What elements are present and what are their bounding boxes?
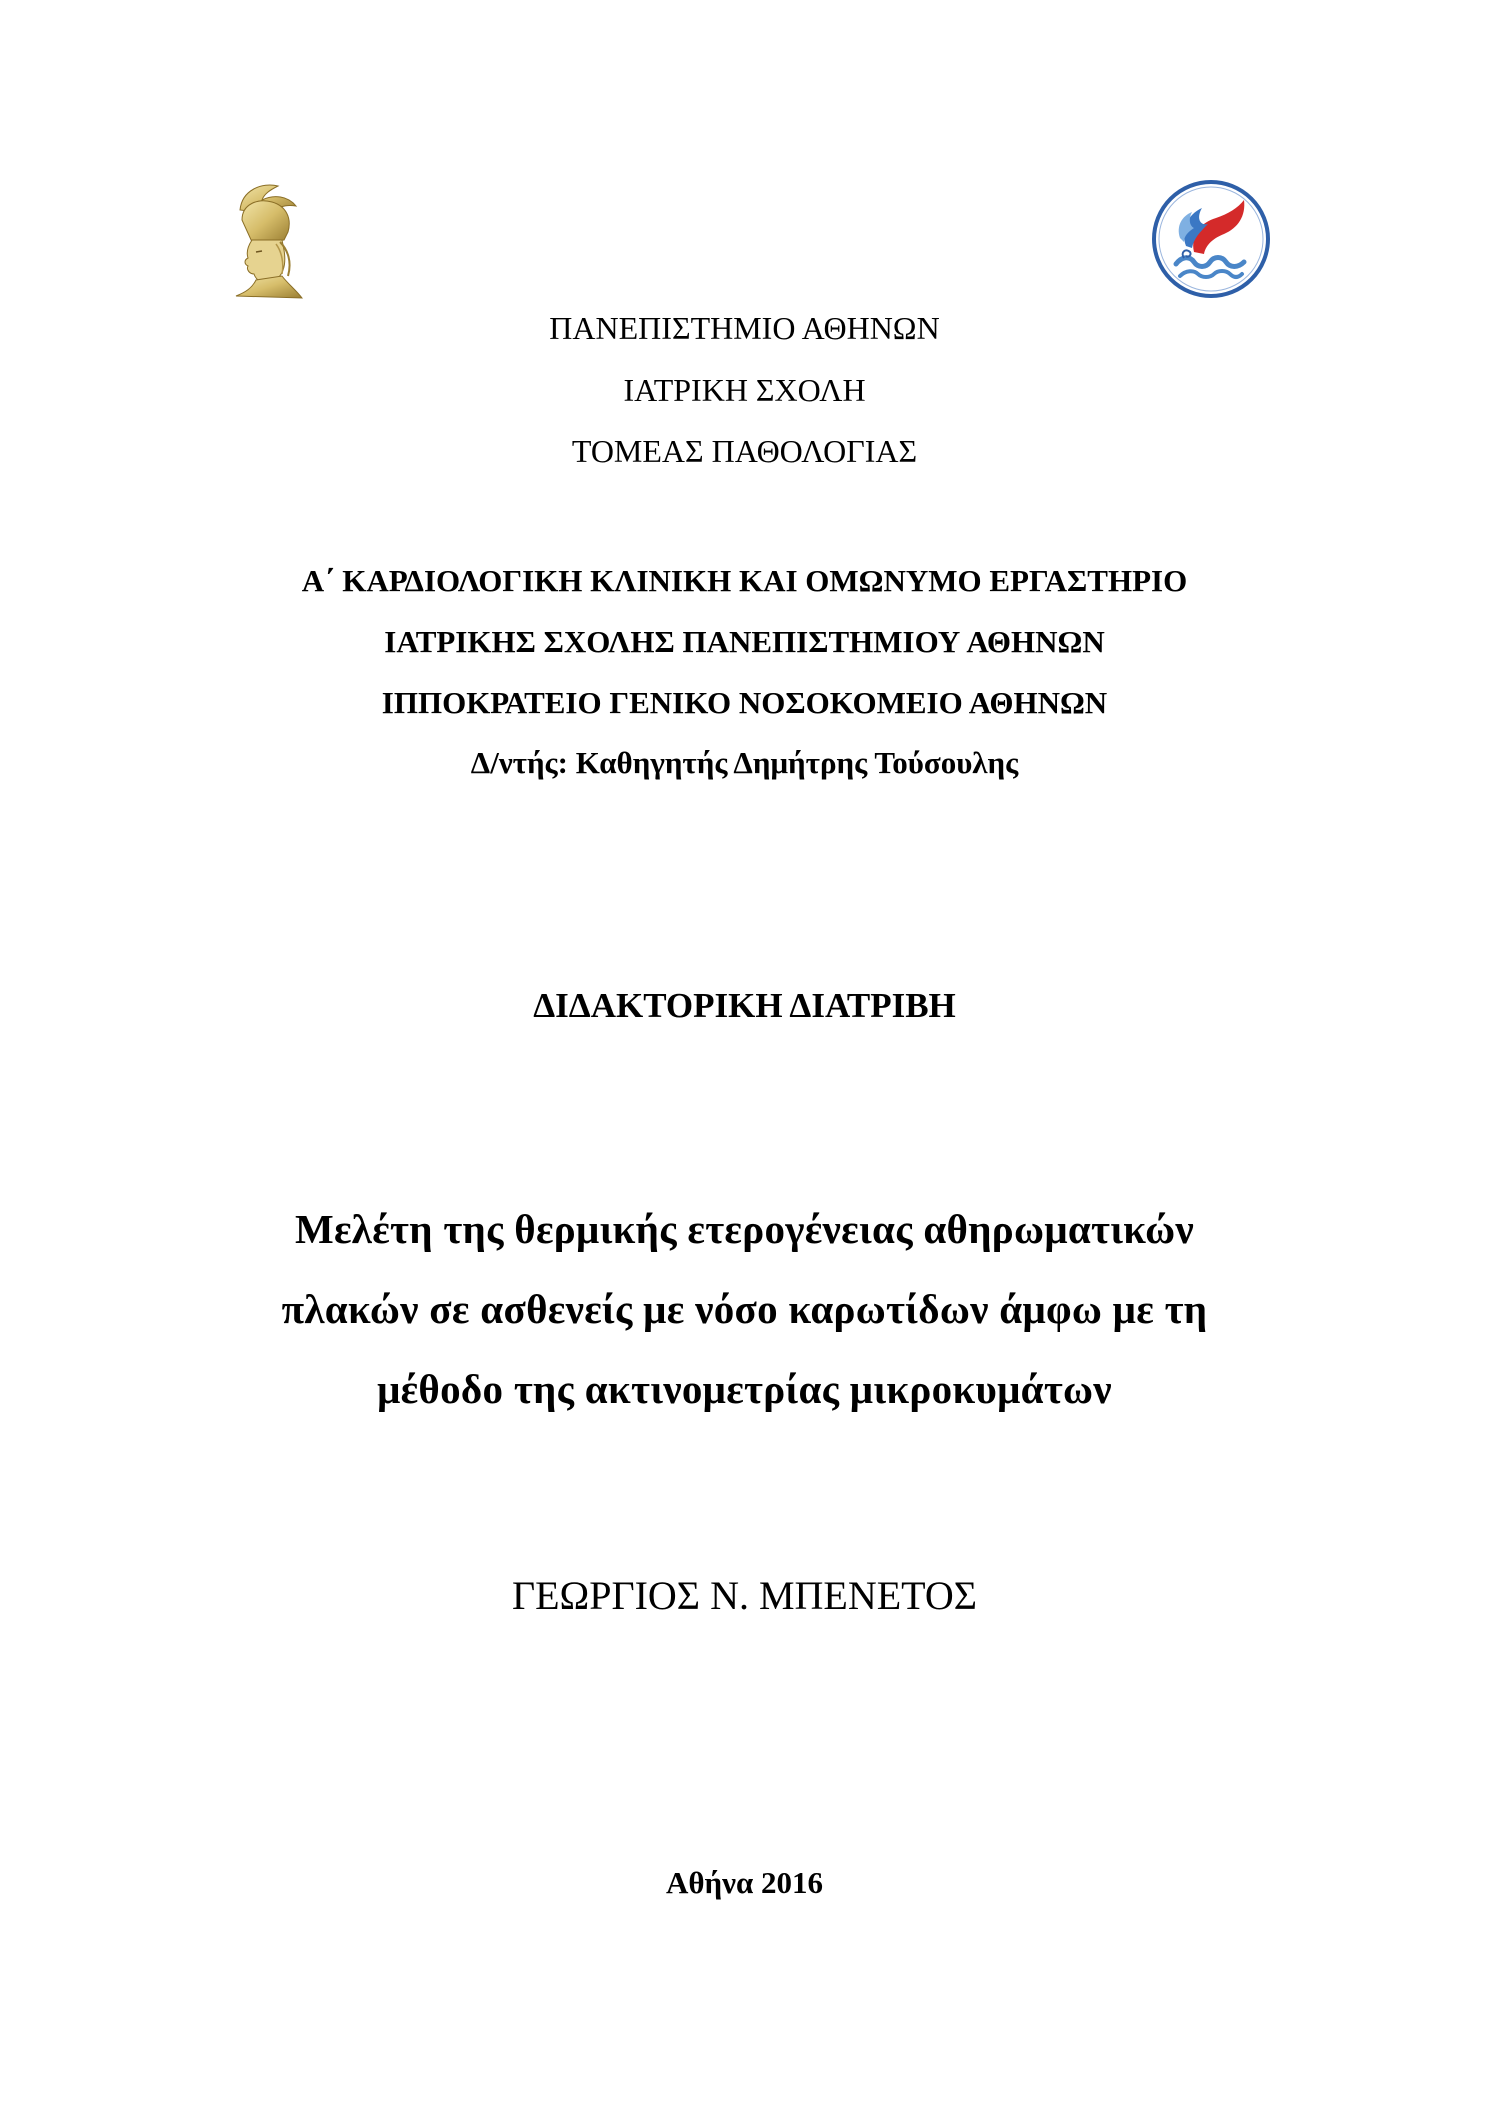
school-name: ΙΑΤΡΙΚΗ ΣΧΟΛΗ xyxy=(623,372,866,408)
thesis-title-line2: πλακών σε ασθενείς με νόσο καρωτίδων άμφω με τη xyxy=(281,1286,1208,1332)
hospital-flame-wave-icon xyxy=(1150,178,1272,300)
clinic-director: Δ/ντής: Καθηγητής Δημήτρης Τούσουλης xyxy=(470,745,1019,780)
thesis-type-heading: ΔΙΔΑΚΤΟΡΙΚΗ ΔΙΑΤΡΙΒΗ xyxy=(533,986,956,1025)
thesis-title-line3: μέθοδο της ακτινομετρίας μικροκυμάτων xyxy=(377,1366,1112,1412)
clinic-name-line1: Α΄ ΚΑΡΔΙΟΛΟΓΙΚΗ ΚΛΙΝΙΚΗ ΚΑΙ ΟΜΩΝΥΜΟ ΕΡΓΑΣΤΗΡΙΟ xyxy=(301,563,1188,598)
university-name: ΠΑΝΕΠΙΣΤΗΜΙΟ ΑΘΗΝΩΝ xyxy=(549,310,940,346)
athena-head-icon xyxy=(222,180,308,300)
author-name: ΓΕΩΡΓΙΟΣ Ν. ΜΠΕΝΕΤΟΣ xyxy=(511,1573,978,1618)
clinic-name-line2: ΙΑΤΡΙΚΗΣ ΣΧΟΛΗΣ ΠΑΝΕΠΙΣΤΗΜΙΟΥ ΑΘΗΝΩΝ xyxy=(384,624,1105,659)
thesis-title-line1: Μελέτη της θερμικής ετερογένειας αθηρωματικών xyxy=(294,1206,1195,1252)
department-name: ΤΟΜΕΑΣ ΠΑΘΟΛΟΓΙΑΣ xyxy=(571,433,918,469)
hospital-name: ΙΠΠΟΚΡΑΤΕΙΟ ΓΕΝΙΚΟ ΝΟΣΟΚΟΜΕΙΟ ΑΘΗΝΩΝ xyxy=(381,685,1108,720)
place-year: Αθήνα 2016 xyxy=(665,1865,824,1900)
